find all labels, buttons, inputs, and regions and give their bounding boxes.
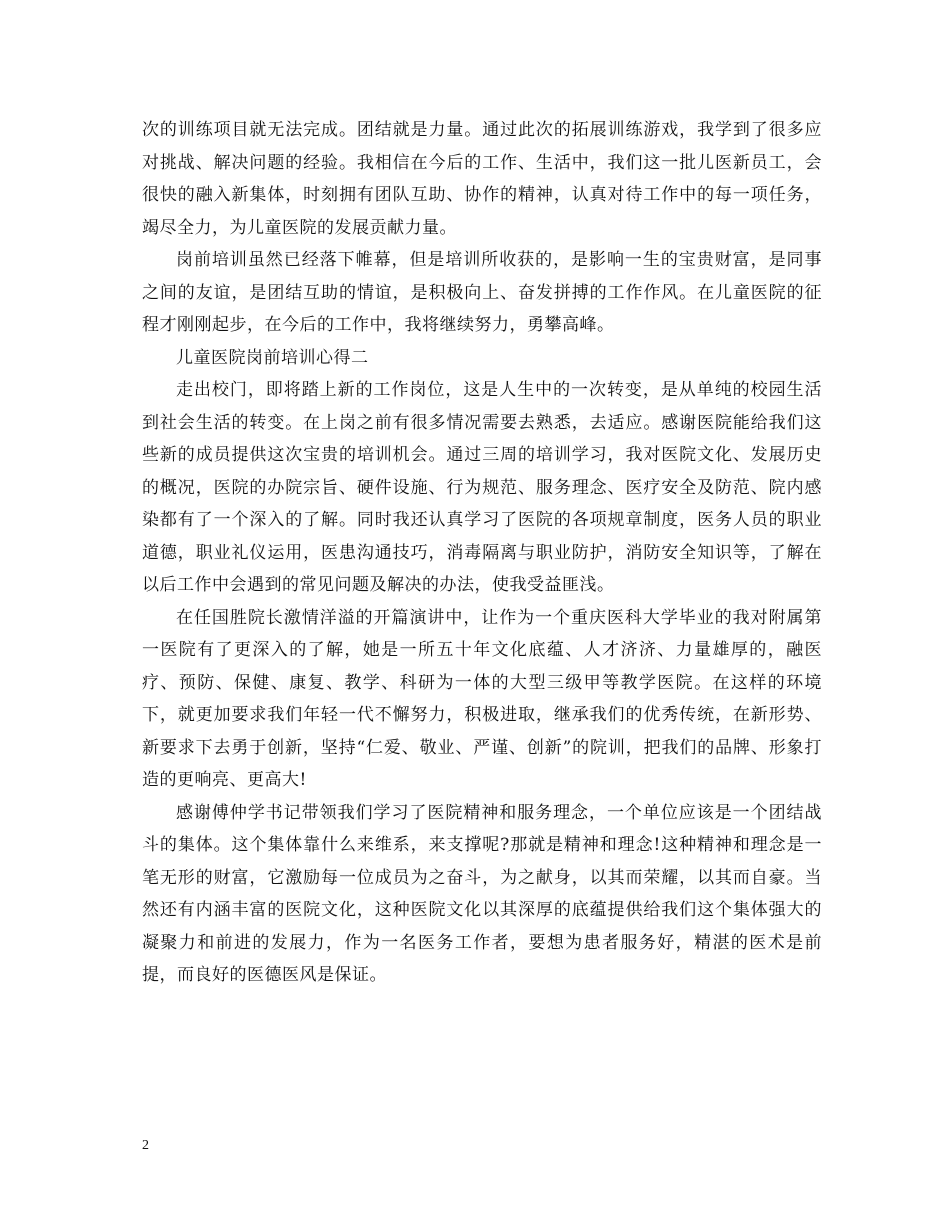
- paragraph: 感谢傅仲学书记带领我们学习了医院精神和服务理念，一个单位应该是一个团结战斗的集体。这个集体靠什么来维系，来支撑呢?那就是精神和理念!这种精神和理念是一笔无形的财富，它激励每一位成员为之奋斗，为之献身，以其而荣耀，以其而自豪。当然还有内涵丰富的医院文化，这种医院文化以其深厚的底蕴提供给我们这个集体强大的凝聚力和前进的发展力，作为一名医务工作者，要想为患者服务好，精湛的医术是前提，而良好的医德医风是保证。: [142, 802, 822, 985]
- section-heading: 儿童医院岗前培训心得二: [176, 347, 369, 368]
- page-number: 2: [142, 1138, 149, 1153]
- paragraph: 在任国胜院长激情洋溢的开篇演讲中，让作为一个重庆医科大学毕业的我对附属第一医院有了更深入的了解，她是一所五十年文化底蕴、人才济济、力量雄厚的，融医疗、预防、保健、康复、教学、科研为一体的大型三级甲等教学医院。在这样的环境下，就更加要求我们年轻一代不懈努力，积极进取，继承我们的优秀传统，在新形势、新要求下去勇于创新，坚持“仁爱、敬业、严谨、创新”的院训，把我们的品牌、形象打造的更响亮、更高大!: [142, 607, 822, 790]
- document-body: [142, 114, 822, 992]
- paragraph-continued: 次的训练项目就无法完成。团结就是力量。通过此次的拓展训练游戏，我学到了很多应对挑战、解决问题的经验。我相信在今后的工作、生活中，我们这一批儿医新员工，会很快的融入新集体，时刻拥有团队互助、协作的精神，认真对待工作中的每一项任务，竭尽全力，为儿童医院的发展贡献力量。: [142, 120, 822, 238]
- paragraph: 走出校门，即将踏上新的工作岗位，这是人生中的一次转变，是从单纯的校园生活到社会生活的转变。在上岗之前有很多情况需要去熟悉，去适应。感谢医院能给我们这些新的成员提供这次宝贵的培训机会。通过三周的培训学习，我对医院文化、发展历史的概况，医院的办院宗旨、硬件设施、行为规范、服务理念、医疗安全及防范、院内感染都有了一个深入的了解。同时我还认真学习了医院的各项规章制度，医务人员的职业道德，职业礼仪运用，医患沟通技巧，消毒隔离与职业防护，消防安全知识等，了解在以后工作中会遇到的常见问题及解决的办法，使我受益匪浅。: [142, 380, 822, 595]
- paragraph: 岗前培训虽然已经落下帷幕，但是培训所收获的，是影响一生的宝贵财富，是同事之间的友谊，是团结互助的情谊，是积极向上、奋发拼搏的工作作风。在儿童医院的征程才刚刚起步，在今后的工作中，我将继续努力，勇攀高峰。: [142, 250, 822, 335]
